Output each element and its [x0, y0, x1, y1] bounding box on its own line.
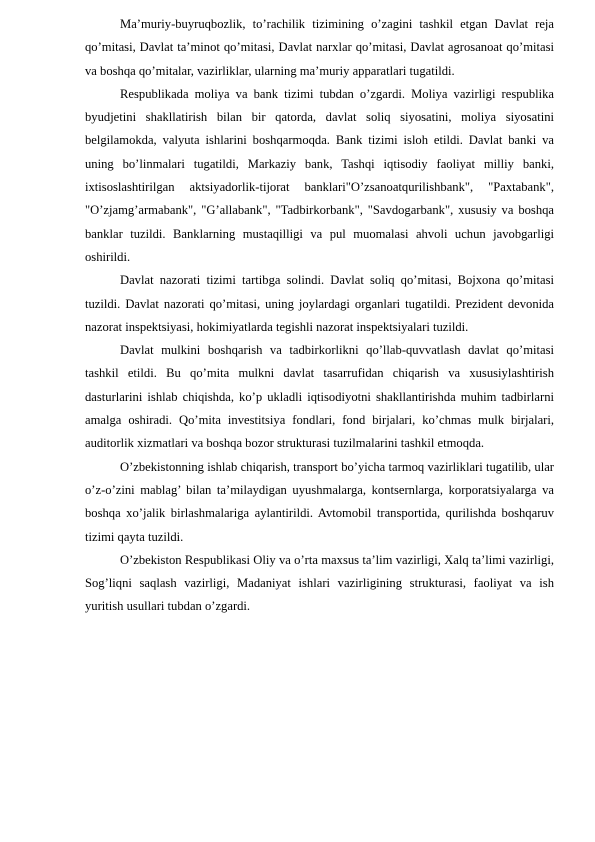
paragraph-administrative-reform: Ma’muriy-buyruqbozlik, to’rachilik tizimining o’zagini tashkil etgan Davlat reja qo’mitasi, Davlat ta’minot qo’mitasi, Davlat narxlar qo’mitasi, Davlat agrosanoat qo’mitasi va boshqa qo’mitalar, vazirliklar, ularning ma’muriy apparatlari tugatildi. — [85, 17, 554, 78]
paragraph-education-health: O’zbekiston Respublikasi Oliy va o’rta maxsus ta’lim vazirligi, Xalq ta’limi vazirligi, Sog’liqni saqlash vazirligi, Madaniyat ishlari vazirligining strukturasi, faoliyat va ish yuritish usullari tubdan o’zgardi. — [85, 552, 554, 614]
paragraph-state-control: Davlat nazorati tizimi tartibga solindi. Davlat soliq qo’mitasi, Bojxona qo’mitasi tuzildi. Davlat nazorati qo’mitasi, uning joylardagi organlari tugatildi. Prezident devonida nazorat inspektsiyasi, hokimiyatlarda tegishli nazorat inspektsiyalari tuzildi. — [85, 273, 554, 334]
document-page — [85, 13, 554, 619]
paragraph-state-property: Davlat mulkini boshqarish va tadbirkorlikni qo’llab-quvvatlash davlat qo’mitasi tashkil etildi. Bu qo’mita mulkni davlat tasarrufidan chiqarish va xususiylashtirish dasturlarini ishlab chiqishda, ko’p ukladli iqtisodiyotni shakllantirishda muhim tadbirlarni amalga oshiradi. Qo’mita investitsiya fondlari, fond birjalari, ko’chmas mulk birjalari, auditorlik xizmatlari va boshqa bozor strukturasi tuzilmalarini tashkil etmoqda. — [85, 343, 554, 451]
paragraph-finance-banking: Respublikada moliya va bank tizimi tubdan o’zgardi. Moliya vazirligi respublika byudjetini shakllatirish bilan bir qatorda, davlat soliq siyosatini, moliya siyosatini belgilamokda, valyuta ishlarini boshqarmoqda. Bank tizimi isloh etildi. Davlat banki va uning bo’linmalari tugatildi, Markaziy bank, Tashqi iqtisodiy faoliyat milliy banki, ixtisoslashtirilgan aktsiyadorlik-tijorat banklari"O’zsanoatqurilishbank", "Paxtabank", "O’zjamg’armabank", "G’allabank", "Tadbirkorbank", "Savdogarbank", xususiy va boshqa banklar tuzildi. Banklarning mustaqilligi va pul muomalasi ahvoli uchun javobgarligi oshirildi. — [85, 86, 554, 264]
paragraph-industry-ministries: O’zbekistonning ishlab chiqarish, transport bo’yicha tarmoq vazirliklari tugatilib, ular o’z-o’zini mablag’ bilan ta’milaydigan uyushmalarga, kontsernlarga, korporatsiyalarga va boshqa xo’jalik birlashmalariga aylantirildi. Avtomobil transportida, qurilishda boshqaruv tizimi qayta tuzildi. — [85, 459, 554, 544]
